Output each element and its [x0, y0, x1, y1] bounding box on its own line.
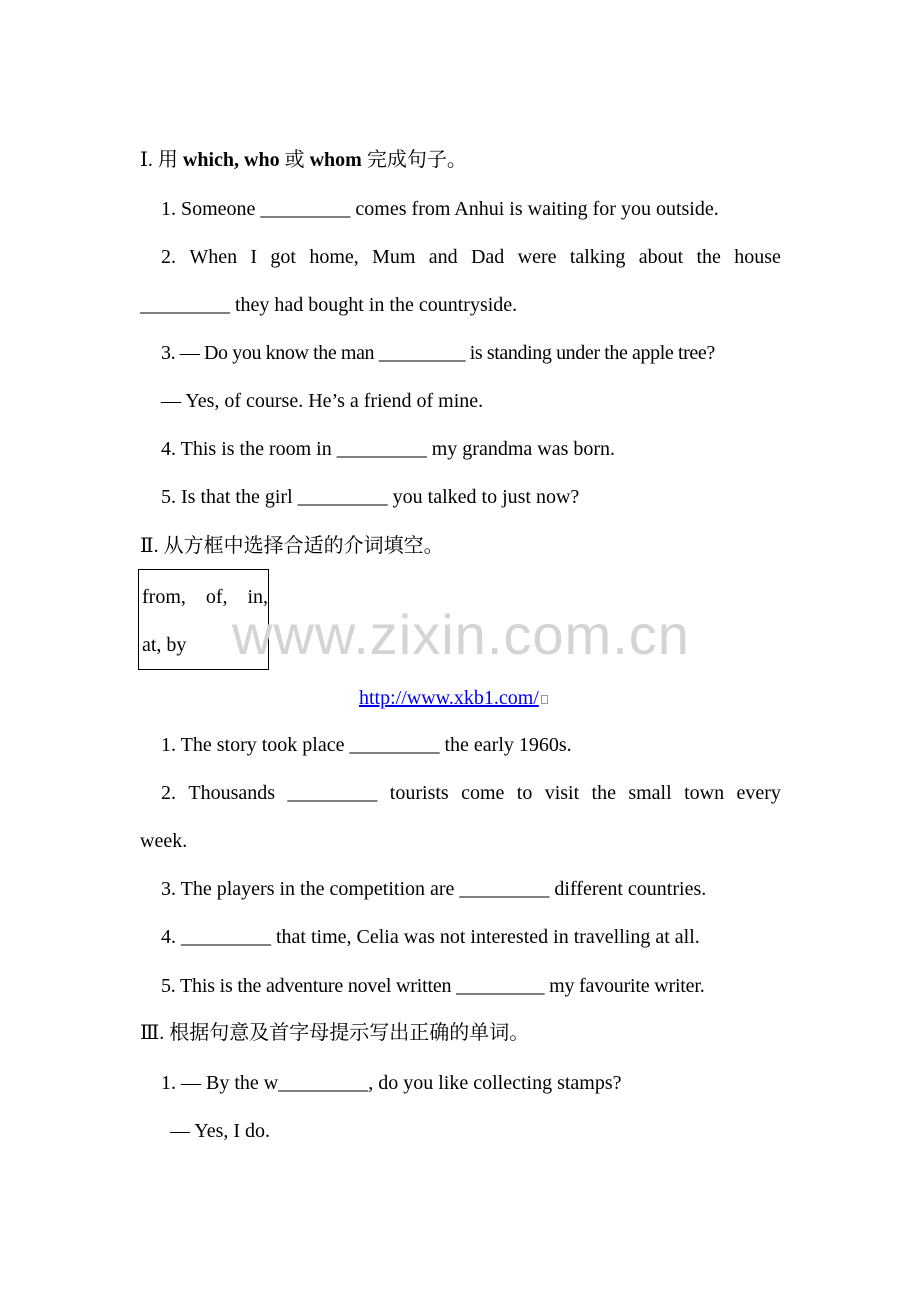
section-2-question-1: 1. The story took place _________ the early 1960s. — [161, 734, 572, 756]
section-1-question-2-continuation: _________ they had bought in the countryside. — [140, 294, 518, 316]
section-1-question-3: 3. — Do you know the man _________ is standing under the apple tree? — [161, 342, 715, 364]
section-2-question-5: 5. This is the adventure novel written _________ my favourite writer. — [161, 975, 705, 997]
section-1-question-2-word: were — [517, 246, 557, 268]
section-3-question-1: 1. — By the w_________, do you like collecting stamps? — [161, 1072, 622, 1094]
section-2-question-2-word: visit — [544, 782, 580, 804]
section-2-question-3: 3. The players in the competition are _________ different countries. — [161, 878, 707, 900]
section-2-question-2-word: to — [516, 782, 533, 804]
section-1-question-2 — [161, 245, 781, 269]
preposition-box-row-1-word: from, — [142, 586, 186, 608]
section-1-question-2-word: the — [696, 246, 721, 268]
section-2-question-2-word: come — [461, 782, 505, 804]
preposition-box-row-1-word: in, — [247, 586, 268, 608]
section-1-question-2-word: Mum — [372, 246, 416, 268]
section-2-question-2-word: Thousands — [188, 782, 276, 804]
section-1-question-2-word: Dad — [470, 246, 505, 268]
section-1-question-3-reply: — Yes, of course. He’s a friend of mine. — [161, 390, 484, 412]
section-2-question-2-word: 2. — [161, 782, 176, 804]
section-2-question-4: 4. _________ that time, Celia was not interested in travelling at all. — [161, 926, 700, 948]
section-2-question-2-word: every — [736, 782, 781, 804]
section-1-question-2-word: house — [734, 246, 781, 268]
source-link[interactable] — [359, 686, 548, 710]
section-1-question-2-word: When — [189, 246, 238, 268]
source-link-text[interactable]: http://www.xkb1.com/ — [359, 687, 539, 709]
preposition-box-row-2: at, by — [142, 634, 187, 656]
section-1-question-2-word: home, — [309, 246, 359, 268]
section-1-question-4: 4. This is the room in _________ my grandma was born. — [161, 438, 616, 460]
section-1-question-1: 1. Someone _________ comes from Anhui is waiting for you outside. — [161, 198, 719, 220]
section-1-numeral: Ⅰ. — [140, 149, 153, 171]
section-2-heading: Ⅱ. 从方框中选择合适的介词填空。 — [140, 535, 444, 557]
section-2-question-2 — [161, 781, 781, 805]
section-2-question-2-word: small — [628, 782, 672, 804]
section-2-question-2-word: tourists — [389, 782, 449, 804]
preposition-box-row-1-word: of, — [205, 586, 228, 608]
section-1-bold-words: which, who — [182, 149, 280, 171]
watermark: www.zixin.com.cn — [232, 603, 690, 666]
section-1-question-2-word: talking — [569, 246, 626, 268]
section-1-middle: 或 — [284, 149, 305, 171]
section-1-question-2-word: got — [270, 246, 296, 268]
section-3-question-1-reply: — Yes, I do. — [170, 1120, 271, 1142]
section-1-question-5: 5. Is that the girl _________ you talked to just now? — [161, 486, 580, 508]
section-1-suffix: 完成句子。 — [366, 149, 467, 171]
section-1-bold-word2: whom — [309, 149, 362, 171]
section-2-question-2-word: _________ — [287, 782, 378, 804]
section-1-question-2-word: and — [428, 246, 458, 268]
section-3-heading: Ⅲ. 根据句意及首字母提示写出正确的单词。 — [140, 1022, 530, 1044]
section-1-heading — [140, 148, 467, 172]
section-2-question-2-word: the — [591, 782, 616, 804]
section-1-question-2-word: I — [250, 246, 258, 268]
section-1-question-2-word: about — [638, 246, 684, 268]
section-1-prefix: 用 — [157, 149, 178, 171]
section-2-question-2-word: town — [684, 782, 725, 804]
section-1-question-2-word: 2. — [161, 246, 176, 268]
section-2-question-2-continuation: week. — [140, 830, 188, 852]
link-marker-icon — [541, 695, 548, 704]
